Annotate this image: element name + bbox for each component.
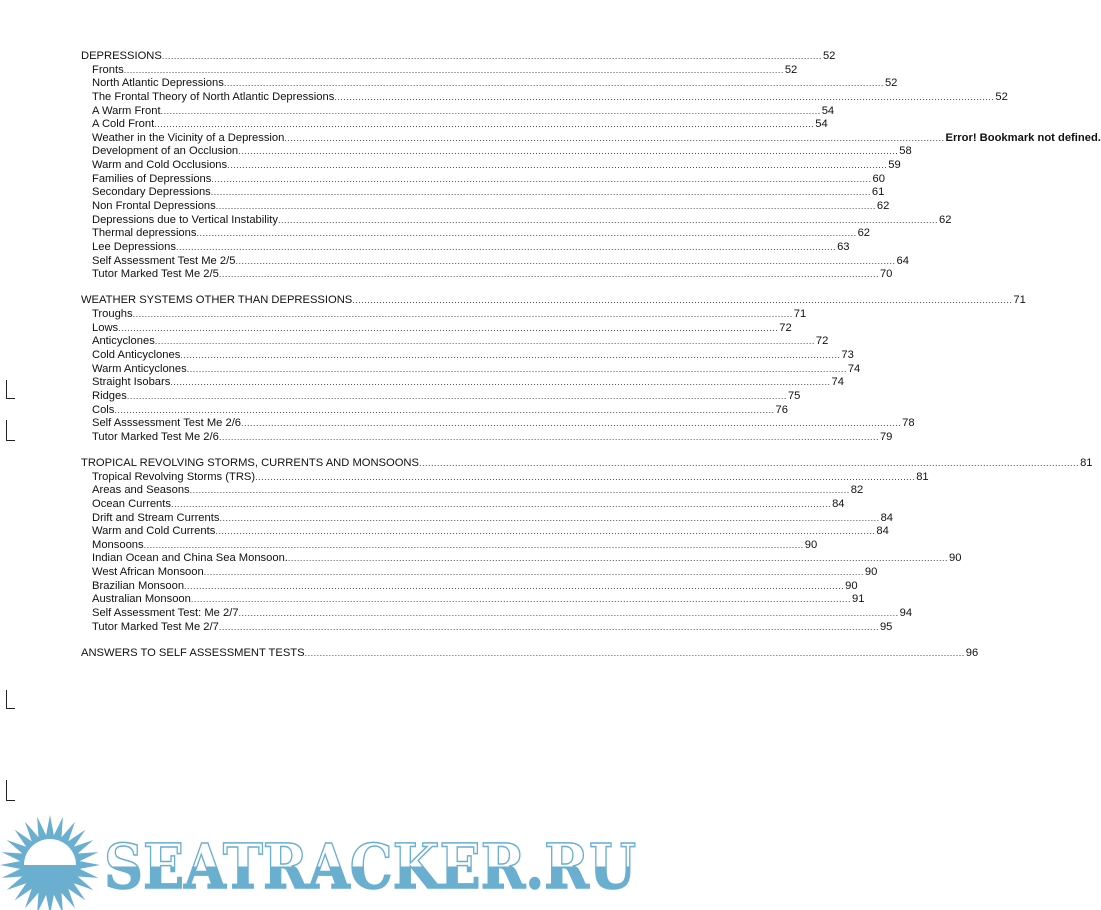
toc-entry[interactable] — [81, 77, 898, 91]
leader-dots — [284, 132, 944, 146]
scan-margin-mark — [6, 780, 15, 801]
toc-entry-title: Australian Monsoon — [92, 593, 191, 606]
toc-page-number: 60 — [872, 172, 885, 185]
toc-entry[interactable] — [81, 430, 893, 445]
leader-dots — [215, 525, 875, 539]
scan-margin-mark — [6, 380, 15, 399]
toc-page-number: 78 — [902, 417, 915, 430]
leader-dots — [118, 322, 778, 336]
toc-entry-title: Indian Ocean and China Sea Monsoon. — [92, 552, 288, 565]
toc-entry-title: Warm and Cold Currents — [92, 525, 216, 538]
toc-entry-title: TROPICAL REVOLVING STORMS, CURRENTS AND MONSOONS — [81, 456, 419, 469]
leader-dots — [288, 552, 948, 566]
toc-section-heading[interactable] — [81, 456, 1093, 471]
toc-entry-title: Tutor Marked Test Me 2/6 — [92, 430, 219, 443]
toc-page-number: 58 — [899, 145, 912, 158]
leader-dots — [239, 607, 899, 621]
toc-entry-title: WEATHER SYSTEMS OTHER THAN DEPRESSIONS — [81, 294, 353, 307]
toc-entry-title: Straight Isobars — [92, 376, 171, 389]
toc-page-number: 52 — [822, 50, 836, 62]
leader-dots — [352, 294, 1012, 308]
toc-entry-title: Warm Anticyclones — [92, 362, 187, 375]
toc-page-number: 81 — [1080, 456, 1093, 469]
leader-dots — [305, 647, 965, 661]
toc-entry-title: West African Monsoon — [92, 566, 204, 579]
toc-page-number: 74 — [831, 376, 844, 389]
toc-entry-title: Self Asssessment Test Me 2/6 — [92, 417, 242, 430]
toc-page-number: 64 — [896, 254, 909, 267]
toc-entry-title: Tropical Revolving Storms (TRS) — [92, 470, 256, 483]
toc-entry-title: Weather in the Vicinity of a Depression — [92, 131, 285, 144]
toc-page-number: 90 — [845, 579, 858, 592]
toc-page-number: 91 — [852, 593, 865, 606]
leader-dots — [162, 50, 822, 64]
toc-page-number: 52 — [784, 63, 798, 76]
toc-entry-title: Ocean Currents — [92, 497, 171, 510]
toc-entry-title: DEPRESSIONS — [81, 50, 162, 62]
toc-entry[interactable] — [81, 131, 1101, 146]
toc-entry[interactable] — [81, 552, 962, 566]
toc-entry[interactable] — [81, 172, 885, 187]
toc-entry[interactable] — [81, 240, 850, 255]
toc-entry[interactable] — [81, 362, 861, 377]
leader-dots — [334, 91, 994, 105]
toc-page-number: 90 — [804, 538, 818, 551]
leader-dots — [278, 214, 938, 228]
toc-page-number: 59 — [888, 159, 901, 172]
toc-entry[interactable] — [81, 145, 912, 159]
toc-page-number: 61 — [871, 186, 885, 199]
toc-page-number: 79 — [879, 430, 893, 443]
toc-entry-title: Self Assessment Test: Me 2/7 — [92, 606, 239, 619]
toc-entry[interactable] — [81, 484, 864, 498]
toc-entry[interactable] — [81, 348, 854, 363]
toc-page-number: 71 — [1013, 294, 1026, 307]
toc-page-number: 84 — [876, 525, 889, 538]
toc-entry[interactable] — [81, 308, 807, 322]
toc-entry[interactable] — [81, 579, 858, 594]
leader-dots — [419, 457, 1079, 471]
leader-dots — [127, 390, 787, 404]
scan-margin-mark — [6, 690, 15, 709]
toc-page-number: 54 — [815, 118, 828, 131]
toc-entry[interactable] — [81, 159, 901, 173]
toc-entry[interactable] — [81, 525, 889, 539]
toc-page-number: 74 — [847, 362, 861, 375]
toc-page-number: 90 — [864, 566, 878, 579]
leader-dots — [211, 186, 871, 200]
toc-entry-title: Non Frontal Depressions — [92, 200, 216, 213]
toc-entry-title: Tutor Marked Test Me 2/7 — [92, 620, 219, 633]
leader-dots — [144, 539, 804, 553]
toc-page-number: 73 — [841, 348, 854, 361]
toc-entry-title: North Atlantic Depressions — [92, 77, 224, 90]
leader-dots — [176, 241, 836, 255]
toc-entry-title: Brazilian Monsoon — [92, 579, 185, 592]
toc-entry-title: ANSWERS TO SELF ASSESSMENT TESTS — [81, 646, 305, 659]
toc-page-number: 95 — [879, 620, 893, 633]
leader-dots — [114, 404, 774, 418]
toc-page-number: 70 — [879, 268, 893, 281]
leader-dots — [184, 580, 844, 594]
toc-entry-title: Tutor Marked Test Me 2/5 — [92, 268, 219, 281]
toc-entry-title: Depressions due to Vertical Instability — [92, 213, 278, 226]
leader-dots — [227, 159, 887, 173]
toc-entry-title: Monsoons — [92, 538, 144, 551]
leader-dots — [154, 118, 814, 132]
toc-entry[interactable] — [81, 63, 798, 78]
toc-page-number: 81 — [916, 470, 929, 483]
toc-page-number: 71 — [793, 308, 807, 321]
toc-page-number: 94 — [899, 606, 913, 619]
toc-entry[interactable] — [81, 321, 792, 336]
toc-page-number: 76 — [775, 403, 788, 416]
toc-entry[interactable] — [81, 389, 801, 404]
toc-entry[interactable] — [81, 511, 894, 526]
toc-entry-title: Development of an Occlusion — [92, 145, 239, 158]
toc-page-number: 75 — [787, 389, 801, 402]
toc-page-number: 72 — [815, 335, 829, 348]
toc-entry-title: Families of Depressions — [92, 172, 212, 185]
toc-page-number: 52 — [884, 77, 898, 90]
toc-section-heading[interactable] — [81, 294, 1026, 308]
toc-entry[interactable] — [81, 403, 788, 418]
toc-entry-title: A Cold Front — [92, 118, 155, 131]
toc-entry[interactable] — [81, 593, 865, 607]
toc-entry[interactable] — [81, 90, 1008, 105]
toc-entry-title: Drift and Stream Currents — [92, 511, 220, 524]
scan-margin-mark — [6, 420, 15, 441]
toc-section-heading[interactable] — [81, 50, 836, 64]
leader-dots — [161, 105, 821, 119]
seatracker-watermark — [0, 810, 648, 910]
toc-page-number: 84 — [832, 497, 845, 510]
leader-dots — [255, 471, 915, 485]
toc-entry[interactable] — [81, 497, 845, 512]
toc-entry[interactable] — [81, 200, 890, 214]
leader-dots — [133, 308, 793, 322]
leader-dots — [171, 498, 831, 512]
leader-dots — [238, 145, 898, 159]
toc-entry-title: Thermal depressions — [92, 227, 197, 240]
leader-dots — [190, 484, 850, 498]
toc-entry-title: Anticyclones — [92, 335, 155, 348]
toc-entry-title: Areas and Seasons — [92, 484, 190, 497]
toc-entry[interactable] — [81, 538, 818, 553]
toc-entry-title: Lows — [92, 321, 119, 334]
toc-page-number: 62 — [857, 227, 871, 240]
toc-entry[interactable] — [81, 227, 871, 241]
leader-dots — [241, 417, 901, 431]
toc-entry[interactable] — [81, 606, 913, 621]
leader-dots — [224, 77, 884, 91]
leader-dots — [155, 335, 815, 349]
leader-dots — [204, 566, 864, 580]
toc-page-number: 96 — [965, 646, 979, 659]
leader-dots — [211, 173, 871, 187]
toc-page-number: 82 — [850, 484, 864, 497]
table-of-contents — [81, 50, 1101, 660]
toc-page-number: 72 — [779, 321, 792, 334]
toc-entry-title: A Warm Front — [92, 104, 161, 117]
toc-entry[interactable] — [81, 186, 885, 200]
leader-dots — [235, 255, 895, 269]
toc-entry-title: The Frontal Theory of North Atlantic Depressions — [92, 90, 335, 103]
toc-entry-title: Cold Anticyclones — [92, 348, 181, 361]
toc-page-number: Error! Bookmark not defined. — [945, 131, 1101, 144]
sun-icon — [0, 815, 100, 910]
toc-entry[interactable] — [81, 417, 915, 431]
toc-page-number: 54 — [821, 104, 835, 117]
toc-entry-title: Fronts — [92, 63, 124, 76]
toc-page-number: 63 — [837, 240, 850, 253]
toc-entry-title: Troughs — [92, 308, 133, 321]
leader-dots — [124, 64, 784, 78]
toc-entry-title: Self Assessment Test Me 2/5 — [92, 254, 236, 267]
watermark-text: SEATRACKER.RU — [104, 830, 636, 903]
leader-dots — [170, 376, 830, 390]
leader-dots — [219, 512, 879, 526]
toc-entry[interactable] — [81, 470, 929, 485]
toc-section-heading[interactable] — [81, 646, 979, 661]
leader-dots — [196, 227, 856, 241]
leader-dots — [187, 363, 847, 377]
toc-page-number: 90 — [949, 552, 962, 565]
leader-dots — [180, 349, 840, 363]
toc-entry[interactable] — [81, 118, 828, 132]
toc-entry[interactable] — [81, 620, 893, 635]
toc-entry-title: Ridges — [92, 389, 127, 402]
toc-page-number: 52 — [995, 90, 1008, 103]
toc-entry[interactable] — [81, 268, 893, 282]
toc-entry[interactable] — [81, 566, 878, 580]
toc-page-number: 62 — [876, 200, 890, 213]
toc-entry-title: Lee Depressions — [92, 240, 176, 253]
leader-dots — [216, 200, 876, 214]
toc-entry-title: Secondary Depressions — [92, 186, 211, 199]
leader-dots — [219, 431, 879, 445]
toc-entry[interactable] — [81, 213, 952, 228]
toc-entry[interactable] — [81, 335, 829, 349]
toc-page-number: 62 — [939, 213, 952, 226]
leader-dots — [191, 593, 851, 607]
toc-entry-title: Cols — [92, 403, 115, 416]
leader-dots — [219, 621, 879, 635]
toc-entry[interactable] — [81, 104, 835, 119]
leader-dots — [219, 268, 879, 282]
toc-entry[interactable] — [81, 376, 844, 390]
toc-entry[interactable] — [81, 254, 909, 269]
toc-page-number: 84 — [880, 511, 894, 524]
toc-entry-title: Warm and Cold Occlusions — [92, 159, 228, 172]
